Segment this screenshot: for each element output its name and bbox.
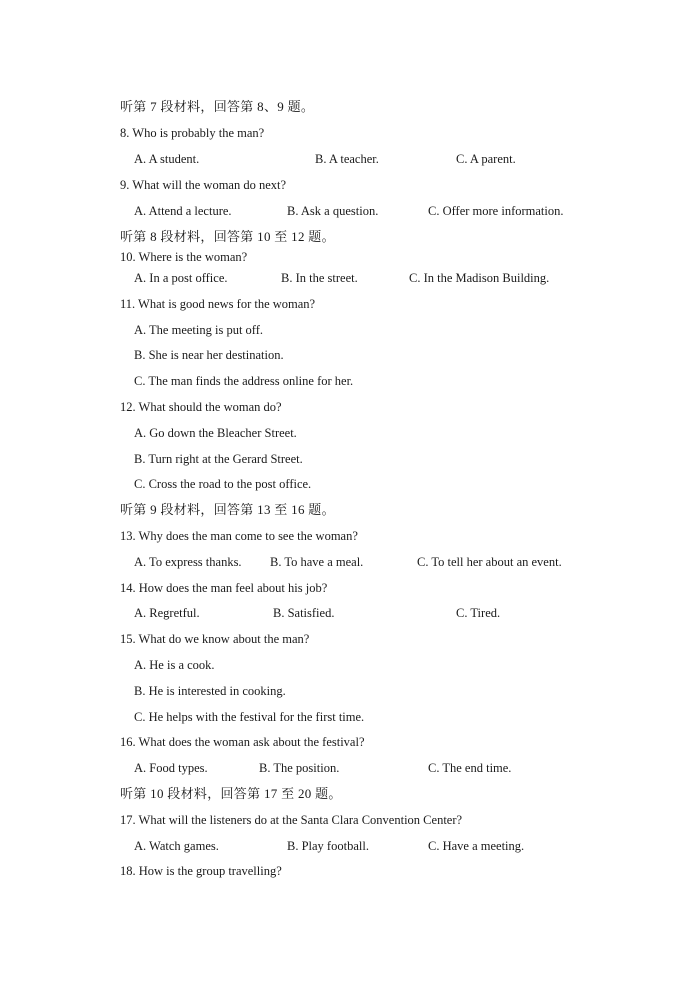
options-17 (0, 838, 695, 854)
option-16a: A. Food types. (134, 761, 208, 775)
question-17: 17. What will the listeners do at the Santa Clara Convention Center? (120, 813, 463, 827)
option-15b: B. He is interested in cooking. (134, 684, 286, 698)
options-9 (0, 203, 695, 219)
section-heading-7: 听第 7 段材料，回答第 8、9 题。 (120, 99, 315, 114)
option-15a: A. He is a cook. (134, 658, 215, 672)
question-10: 10. Where is the woman? (120, 250, 248, 264)
section-heading-10: 听第 10 段材料，回答第 17 至 20 题。 (120, 786, 342, 801)
option-9b: B. Ask a question. (287, 204, 379, 218)
option-12b: B. Turn right at the Gerard Street. (134, 452, 303, 466)
option-17c: C. Have a meeting. (428, 839, 525, 853)
question-14: 14. How does the man feel about his job? (120, 581, 328, 595)
option-11b: B. She is near her destination. (134, 348, 284, 362)
option-15c: C. He helps with the festival for the first time. (134, 710, 365, 724)
options-14 (0, 605, 695, 621)
option-10a: A. In a post office. (134, 271, 228, 285)
question-18: 18. How is the group travelling? (120, 864, 282, 878)
option-17a: A. Watch games. (134, 839, 219, 853)
option-11a: A. The meeting is put off. (134, 323, 264, 337)
option-10c: C. In the Madison Building. (409, 271, 550, 285)
option-17b: B. Play football. (287, 839, 369, 853)
option-12c: C. Cross the road to the post office. (134, 477, 312, 491)
question-9: 9. What will the woman do next? (120, 178, 287, 192)
option-11c: C. The man finds the address online for her. (134, 374, 354, 388)
options-8 (0, 151, 695, 167)
question-13: 13. Why does the man come to see the woman? (120, 529, 358, 543)
question-11: 11. What is good news for the woman? (120, 297, 316, 311)
section-heading-8: 听第 8 段材料，回答第 10 至 12 题。 (120, 229, 335, 244)
option-12a: A. Go down the Bleacher Street. (134, 426, 297, 440)
options-16 (0, 760, 695, 776)
option-8b: B. A teacher. (315, 152, 379, 166)
option-13a: A. To express thanks. (134, 555, 242, 569)
option-9a: A. Attend a lecture. (134, 204, 232, 218)
option-14a: A. Regretful. (134, 606, 200, 620)
option-8a: A. A student. (134, 152, 200, 166)
section-heading-9: 听第 9 段材料，回答第 13 至 16 题。 (120, 502, 335, 517)
option-9c: C. Offer more information. (428, 204, 564, 218)
option-13c: C. To tell her about an event. (417, 555, 562, 569)
option-14b: B. Satisfied. (273, 606, 335, 620)
option-10b: B. In the street. (281, 271, 358, 285)
option-8c: C. A parent. (456, 152, 516, 166)
question-12: 12. What should the woman do? (120, 400, 282, 414)
options-13 (0, 554, 695, 570)
question-8: 8. Who is probably the man? (120, 126, 265, 140)
option-14c: C. Tired. (456, 606, 501, 620)
option-16b: B. The position. (259, 761, 340, 775)
option-16c: C. The end time. (428, 761, 512, 775)
question-15: 15. What do we know about the man? (120, 632, 310, 646)
options-10 (0, 270, 695, 286)
question-16: 16. What does the woman ask about the festival? (120, 735, 365, 749)
option-13b: B. To have a meal. (270, 555, 364, 569)
